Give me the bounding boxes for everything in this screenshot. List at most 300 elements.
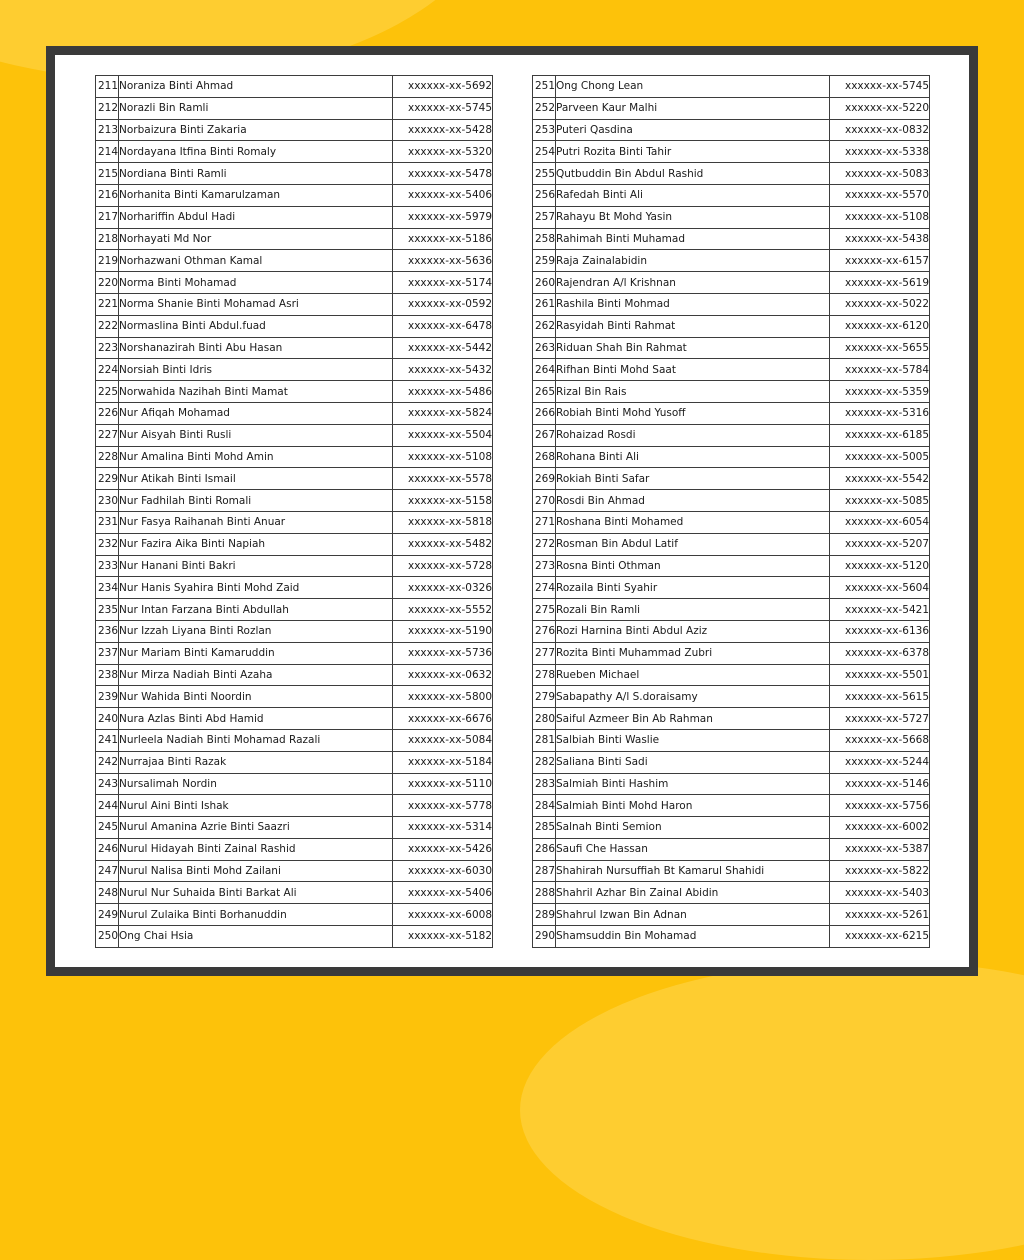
table-row <box>96 141 493 163</box>
row-number: 246 <box>96 838 119 860</box>
row-number: 213 <box>96 119 119 141</box>
ic-number: xxxxxx-xx-6002 <box>830 817 930 839</box>
row-number: 240 <box>96 708 119 730</box>
ic-number: xxxxxx-xx-5615 <box>830 686 930 708</box>
participant-name: Salmiah Binti Hashim <box>556 773 830 795</box>
ic-number: xxxxxx-xx-5570 <box>830 184 930 206</box>
row-number: 254 <box>533 141 556 163</box>
row-number: 286 <box>533 838 556 860</box>
table-row <box>533 424 930 446</box>
row-number: 260 <box>533 272 556 294</box>
row-number: 232 <box>96 533 119 555</box>
ic-number: xxxxxx-xx-5421 <box>830 599 930 621</box>
participant-name: Nur Hanani Binti Bakri <box>119 555 393 577</box>
ic-number: xxxxxx-xx-5745 <box>393 97 493 119</box>
table-row <box>96 708 493 730</box>
table-row <box>96 838 493 860</box>
ic-number: xxxxxx-xx-5800 <box>393 686 493 708</box>
participant-name: Ong Chong Lean <box>556 76 830 98</box>
participant-name: Rafedah Binti Ali <box>556 184 830 206</box>
table-row <box>96 817 493 839</box>
participant-name: Norhariffin Abdul Hadi <box>119 206 393 228</box>
participant-name: Nur Mariam Binti Kamaruddin <box>119 642 393 664</box>
row-number: 257 <box>533 206 556 228</box>
table-row <box>533 664 930 686</box>
row-number: 224 <box>96 359 119 381</box>
row-number: 245 <box>96 817 119 839</box>
row-number: 266 <box>533 402 556 424</box>
table-row <box>96 424 493 446</box>
participant-name: Norma Binti Mohamad <box>119 272 393 294</box>
row-number: 233 <box>96 555 119 577</box>
table-row <box>533 97 930 119</box>
table-row <box>96 163 493 185</box>
row-number: 288 <box>533 882 556 904</box>
table-row <box>533 511 930 533</box>
participant-name: Nurul Zulaika Binti Borhanuddin <box>119 904 393 926</box>
participant-name: Nur Afiqah Mohamad <box>119 402 393 424</box>
ic-number: xxxxxx-xx-5736 <box>393 642 493 664</box>
table-row <box>96 119 493 141</box>
table-row <box>96 359 493 381</box>
row-number: 273 <box>533 555 556 577</box>
row-number: 225 <box>96 381 119 403</box>
row-number: 234 <box>96 577 119 599</box>
ic-number: xxxxxx-xx-5406 <box>393 882 493 904</box>
ic-number: xxxxxx-xx-5182 <box>393 926 493 948</box>
participant-name: Nurul Nur Suhaida Binti Barkat Ali <box>119 882 393 904</box>
row-number: 285 <box>533 817 556 839</box>
participant-name: Shahril Azhar Bin Zainal Abidin <box>556 882 830 904</box>
ic-number: xxxxxx-xx-5778 <box>393 795 493 817</box>
participant-name: Puteri Qasdina <box>556 119 830 141</box>
ic-number: xxxxxx-xx-5406 <box>393 184 493 206</box>
participant-name: Nura Azlas Binti Abd Hamid <box>119 708 393 730</box>
row-number: 255 <box>533 163 556 185</box>
table-row <box>533 250 930 272</box>
table-row <box>96 620 493 642</box>
ic-number: xxxxxx-xx-5359 <box>830 381 930 403</box>
table-row <box>96 272 493 294</box>
ic-number: xxxxxx-xx-5552 <box>393 599 493 621</box>
participant-name: Rohana Binti Ali <box>556 446 830 468</box>
table-row <box>533 882 930 904</box>
row-number: 249 <box>96 904 119 926</box>
ic-number: xxxxxx-xx-5442 <box>393 337 493 359</box>
table-row <box>96 599 493 621</box>
table-row <box>96 926 493 948</box>
table-row <box>533 708 930 730</box>
row-number: 267 <box>533 424 556 446</box>
participant-name: Rozi Harnina Binti Abdul Aziz <box>556 620 830 642</box>
table-row <box>96 490 493 512</box>
table-row <box>96 882 493 904</box>
table-row <box>96 664 493 686</box>
participant-name: Rosdi Bin Ahmad <box>556 490 830 512</box>
row-number: 290 <box>533 926 556 948</box>
table-row <box>96 446 493 468</box>
table-row <box>96 577 493 599</box>
participant-name: Norwahida Nazihah Binti Mamat <box>119 381 393 403</box>
table-row <box>533 577 930 599</box>
ic-number: xxxxxx-xx-6157 <box>830 250 930 272</box>
ic-number: xxxxxx-xx-5110 <box>393 773 493 795</box>
row-number: 243 <box>96 773 119 795</box>
table-row <box>533 206 930 228</box>
row-number: 253 <box>533 119 556 141</box>
ic-number: xxxxxx-xx-5478 <box>393 163 493 185</box>
table-row <box>96 533 493 555</box>
table-row <box>96 206 493 228</box>
table-row <box>96 315 493 337</box>
table-row <box>96 76 493 98</box>
ic-number: xxxxxx-xx-5244 <box>830 751 930 773</box>
row-number: 217 <box>96 206 119 228</box>
participant-name: Nordiana Binti Ramli <box>119 163 393 185</box>
participant-name: Shamsuddin Bin Mohamad <box>556 926 830 948</box>
table-row <box>533 904 930 926</box>
participant-name: Rajendran A/l Krishnan <box>556 272 830 294</box>
row-number: 283 <box>533 773 556 795</box>
participant-name: Rashila Binti Mohmad <box>556 293 830 315</box>
table-row <box>96 511 493 533</box>
row-number: 212 <box>96 97 119 119</box>
row-number: 238 <box>96 664 119 686</box>
row-number: 214 <box>96 141 119 163</box>
row-number: 244 <box>96 795 119 817</box>
participant-name: Rifhan Binti Mohd Saat <box>556 359 830 381</box>
ic-number: xxxxxx-xx-0326 <box>393 577 493 599</box>
row-number: 231 <box>96 511 119 533</box>
row-number: 265 <box>533 381 556 403</box>
participant-name: Roshana Binti Mohamed <box>556 511 830 533</box>
ic-number: xxxxxx-xx-5108 <box>393 446 493 468</box>
ic-number: xxxxxx-xx-5158 <box>393 490 493 512</box>
ic-number: xxxxxx-xx-5146 <box>830 773 930 795</box>
ic-number: xxxxxx-xx-5504 <box>393 424 493 446</box>
table-row <box>533 838 930 860</box>
row-number: 263 <box>533 337 556 359</box>
ic-number: xxxxxx-xx-5220 <box>830 97 930 119</box>
table-row <box>96 795 493 817</box>
table-row <box>533 402 930 424</box>
table-row <box>533 620 930 642</box>
ic-number: xxxxxx-xx-5005 <box>830 446 930 468</box>
ic-number: xxxxxx-xx-6008 <box>393 904 493 926</box>
table-row <box>533 533 930 555</box>
ic-number: xxxxxx-xx-5184 <box>393 751 493 773</box>
participant-name: Nur Atikah Binti Ismail <box>119 468 393 490</box>
ic-number: xxxxxx-xx-6378 <box>830 642 930 664</box>
table-row <box>533 773 930 795</box>
participant-name: Rosman Bin Abdul Latif <box>556 533 830 555</box>
row-number: 262 <box>533 315 556 337</box>
table-row <box>96 184 493 206</box>
ic-number: xxxxxx-xx-0592 <box>393 293 493 315</box>
participant-name: Rohaizad Rosdi <box>556 424 830 446</box>
participant-name: Norazli Bin Ramli <box>119 97 393 119</box>
ic-number: xxxxxx-xx-5501 <box>830 664 930 686</box>
table-row <box>533 860 930 882</box>
table-row <box>96 904 493 926</box>
row-number: 221 <box>96 293 119 315</box>
participant-name: Nurul Hidayah Binti Zainal Rashid <box>119 838 393 860</box>
row-number: 226 <box>96 402 119 424</box>
ic-number: xxxxxx-xx-6030 <box>393 860 493 882</box>
table-row <box>533 795 930 817</box>
ic-number: xxxxxx-xx-5428 <box>393 119 493 141</box>
ic-number: xxxxxx-xx-5727 <box>830 708 930 730</box>
table-row <box>96 860 493 882</box>
ic-number: xxxxxx-xx-5261 <box>830 904 930 926</box>
row-number: 268 <box>533 446 556 468</box>
row-number: 235 <box>96 599 119 621</box>
row-number: 282 <box>533 751 556 773</box>
participant-name: Rahimah Binti Muhamad <box>556 228 830 250</box>
participant-name: Ong Chai Hsia <box>119 926 393 948</box>
table-row <box>96 642 493 664</box>
table-row <box>533 228 930 250</box>
row-number: 215 <box>96 163 119 185</box>
row-number: 218 <box>96 228 119 250</box>
table-row <box>533 555 930 577</box>
ic-number: xxxxxx-xx-5084 <box>393 729 493 751</box>
table-row <box>533 184 930 206</box>
ic-number: xxxxxx-xx-5692 <box>393 76 493 98</box>
ic-number: xxxxxx-xx-6676 <box>393 708 493 730</box>
row-number: 279 <box>533 686 556 708</box>
participant-name: Rosna Binti Othman <box>556 555 830 577</box>
table-row <box>533 490 930 512</box>
participant-name: Shahirah Nursuffiah Bt Kamarul Shahidi <box>556 860 830 882</box>
participant-name: Norsiah Binti Idris <box>119 359 393 381</box>
row-number: 289 <box>533 904 556 926</box>
ic-number: xxxxxx-xx-5636 <box>393 250 493 272</box>
ic-number: xxxxxx-xx-5745 <box>830 76 930 98</box>
ic-number: xxxxxx-xx-5174 <box>393 272 493 294</box>
ic-number: xxxxxx-xx-5979 <box>393 206 493 228</box>
participant-name: Norhanita Binti Kamarulzaman <box>119 184 393 206</box>
participant-name: Qutbuddin Bin Abdul Rashid <box>556 163 830 185</box>
participant-name: Nur Aisyah Binti Rusli <box>119 424 393 446</box>
table-row <box>533 446 930 468</box>
row-number: 278 <box>533 664 556 686</box>
row-number: 252 <box>533 97 556 119</box>
row-number: 248 <box>96 882 119 904</box>
row-number: 230 <box>96 490 119 512</box>
row-number: 247 <box>96 860 119 882</box>
ic-number: xxxxxx-xx-5426 <box>393 838 493 860</box>
participant-name: Nur Izzah Liyana Binti Rozlan <box>119 620 393 642</box>
ic-number: xxxxxx-xx-5108 <box>830 206 930 228</box>
participant-name: Rasyidah Binti Rahmat <box>556 315 830 337</box>
row-number: 211 <box>96 76 119 98</box>
table-row <box>533 359 930 381</box>
ic-number: xxxxxx-xx-0832 <box>830 119 930 141</box>
participant-name: Shahrul Izwan Bin Adnan <box>556 904 830 926</box>
participant-name: Nurleela Nadiah Binti Mohamad Razali <box>119 729 393 751</box>
participant-name: Raja Zainalabidin <box>556 250 830 272</box>
ic-number: xxxxxx-xx-5186 <box>393 228 493 250</box>
ic-number: xxxxxx-xx-5542 <box>830 468 930 490</box>
row-number: 280 <box>533 708 556 730</box>
row-number: 250 <box>96 926 119 948</box>
ic-number: xxxxxx-xx-5822 <box>830 860 930 882</box>
participant-name: Nurul Aini Binti Ishak <box>119 795 393 817</box>
table-row <box>533 468 930 490</box>
ic-number: xxxxxx-xx-6215 <box>830 926 930 948</box>
table-row <box>533 272 930 294</box>
participant-name: Nur Mirza Nadiah Binti Azaha <box>119 664 393 686</box>
ic-number: xxxxxx-xx-5338 <box>830 141 930 163</box>
table-row <box>533 315 930 337</box>
row-number: 275 <box>533 599 556 621</box>
participant-name: Norhayati Md Nor <box>119 228 393 250</box>
row-number: 259 <box>533 250 556 272</box>
row-number: 277 <box>533 642 556 664</box>
table-row <box>96 293 493 315</box>
row-number: 270 <box>533 490 556 512</box>
ic-number: xxxxxx-xx-5482 <box>393 533 493 555</box>
participant-name: Nursalimah Nordin <box>119 773 393 795</box>
ic-number: xxxxxx-xx-5756 <box>830 795 930 817</box>
participant-name: Saliana Binti Sadi <box>556 751 830 773</box>
table-row <box>96 250 493 272</box>
ic-number: xxxxxx-xx-5432 <box>393 359 493 381</box>
participant-name: Nur Hanis Syahira Binti Mohd Zaid <box>119 577 393 599</box>
ic-number: xxxxxx-xx-0632 <box>393 664 493 686</box>
table-row <box>533 926 930 948</box>
ic-number: xxxxxx-xx-5314 <box>393 817 493 839</box>
row-number: 242 <box>96 751 119 773</box>
row-number: 220 <box>96 272 119 294</box>
participant-name: Riduan Shah Bin Rahmat <box>556 337 830 359</box>
ic-number: xxxxxx-xx-5824 <box>393 402 493 424</box>
row-number: 261 <box>533 293 556 315</box>
ic-number: xxxxxx-xx-6185 <box>830 424 930 446</box>
row-number: 287 <box>533 860 556 882</box>
row-number: 264 <box>533 359 556 381</box>
participant-name: Nur Fazira Aika Binti Napiah <box>119 533 393 555</box>
participant-name: Nur Amalina Binti Mohd Amin <box>119 446 393 468</box>
table-row <box>96 751 493 773</box>
participant-name: Norshanazirah Binti Abu Hasan <box>119 337 393 359</box>
table-row <box>533 729 930 751</box>
participant-name: Nur Fadhilah Binti Romali <box>119 490 393 512</box>
participant-name: Nur Wahida Binti Noordin <box>119 686 393 708</box>
row-number: 241 <box>96 729 119 751</box>
participant-name: Norbaizura Binti Zakaria <box>119 119 393 141</box>
row-number: 274 <box>533 577 556 599</box>
participant-name: Nordayana Itfina Binti Romaly <box>119 141 393 163</box>
participant-name: Salbiah Binti Waslie <box>556 729 830 751</box>
table-row <box>96 686 493 708</box>
participant-name: Nur Fasya Raihanah Binti Anuar <box>119 511 393 533</box>
ic-number: xxxxxx-xx-5578 <box>393 468 493 490</box>
ic-number: xxxxxx-xx-6120 <box>830 315 930 337</box>
table-row <box>533 599 930 621</box>
table-row <box>96 468 493 490</box>
participant-name: Rozaila Binti Syahir <box>556 577 830 599</box>
participant-name: Norma Shanie Binti Mohamad Asri <box>119 293 393 315</box>
participant-name: Nurul Amanina Azrie Binti Saazri <box>119 817 393 839</box>
table-row <box>533 119 930 141</box>
ic-number: xxxxxx-xx-5083 <box>830 163 930 185</box>
ic-number: xxxxxx-xx-5403 <box>830 882 930 904</box>
row-number: 239 <box>96 686 119 708</box>
background-wave <box>520 960 1024 1260</box>
row-number: 216 <box>96 184 119 206</box>
row-number: 236 <box>96 620 119 642</box>
row-number: 228 <box>96 446 119 468</box>
row-number: 222 <box>96 315 119 337</box>
ic-number: xxxxxx-xx-5120 <box>830 555 930 577</box>
table-row <box>96 773 493 795</box>
ic-number: xxxxxx-xx-6136 <box>830 620 930 642</box>
ic-number: xxxxxx-xx-5818 <box>393 511 493 533</box>
participant-name: Parveen Kaur Malhi <box>556 97 830 119</box>
table-row <box>533 293 930 315</box>
ic-number: xxxxxx-xx-5190 <box>393 620 493 642</box>
row-number: 256 <box>533 184 556 206</box>
row-number: 237 <box>96 642 119 664</box>
ic-number: xxxxxx-xx-6478 <box>393 315 493 337</box>
participant-name: Putri Rozita Binti Tahir <box>556 141 830 163</box>
participant-name: Rozita Binti Muhammad Zubri <box>556 642 830 664</box>
participant-name: Rahayu Bt Mohd Yasin <box>556 206 830 228</box>
ic-number: xxxxxx-xx-5316 <box>830 402 930 424</box>
table-row <box>533 337 930 359</box>
table-row <box>533 381 930 403</box>
participant-name: Sabapathy A/l S.doraisamy <box>556 686 830 708</box>
participant-name: Rozali Bin Ramli <box>556 599 830 621</box>
row-number: 251 <box>533 76 556 98</box>
ic-number: xxxxxx-xx-5022 <box>830 293 930 315</box>
table-row <box>533 686 930 708</box>
ic-number: xxxxxx-xx-5619 <box>830 272 930 294</box>
participant-name: Rueben Michael <box>556 664 830 686</box>
participant-name: Norhazwani Othman Kamal <box>119 250 393 272</box>
table-row <box>96 337 493 359</box>
row-number: 269 <box>533 468 556 490</box>
participant-name: Saiful Azmeer Bin Ab Rahman <box>556 708 830 730</box>
ic-number: xxxxxx-xx-6054 <box>830 511 930 533</box>
table-row <box>533 141 930 163</box>
row-number: 229 <box>96 468 119 490</box>
row-number: 223 <box>96 337 119 359</box>
row-number: 227 <box>96 424 119 446</box>
participant-name: Rokiah Binti Safar <box>556 468 830 490</box>
table-row <box>533 751 930 773</box>
participant-table-left <box>95 75 493 948</box>
table-row <box>533 76 930 98</box>
ic-number: xxxxxx-xx-5085 <box>830 490 930 512</box>
table-row <box>96 402 493 424</box>
ic-number: xxxxxx-xx-5320 <box>393 141 493 163</box>
participant-name: Salnah Binti Semion <box>556 817 830 839</box>
table-row <box>96 729 493 751</box>
ic-number: xxxxxx-xx-5438 <box>830 228 930 250</box>
participant-name: Nurul Nalisa Binti Mohd Zailani <box>119 860 393 882</box>
row-number: 272 <box>533 533 556 555</box>
table-row <box>533 642 930 664</box>
row-number: 276 <box>533 620 556 642</box>
ic-number: xxxxxx-xx-5604 <box>830 577 930 599</box>
table-row <box>533 163 930 185</box>
row-number: 281 <box>533 729 556 751</box>
row-number: 258 <box>533 228 556 250</box>
row-number: 271 <box>533 511 556 533</box>
